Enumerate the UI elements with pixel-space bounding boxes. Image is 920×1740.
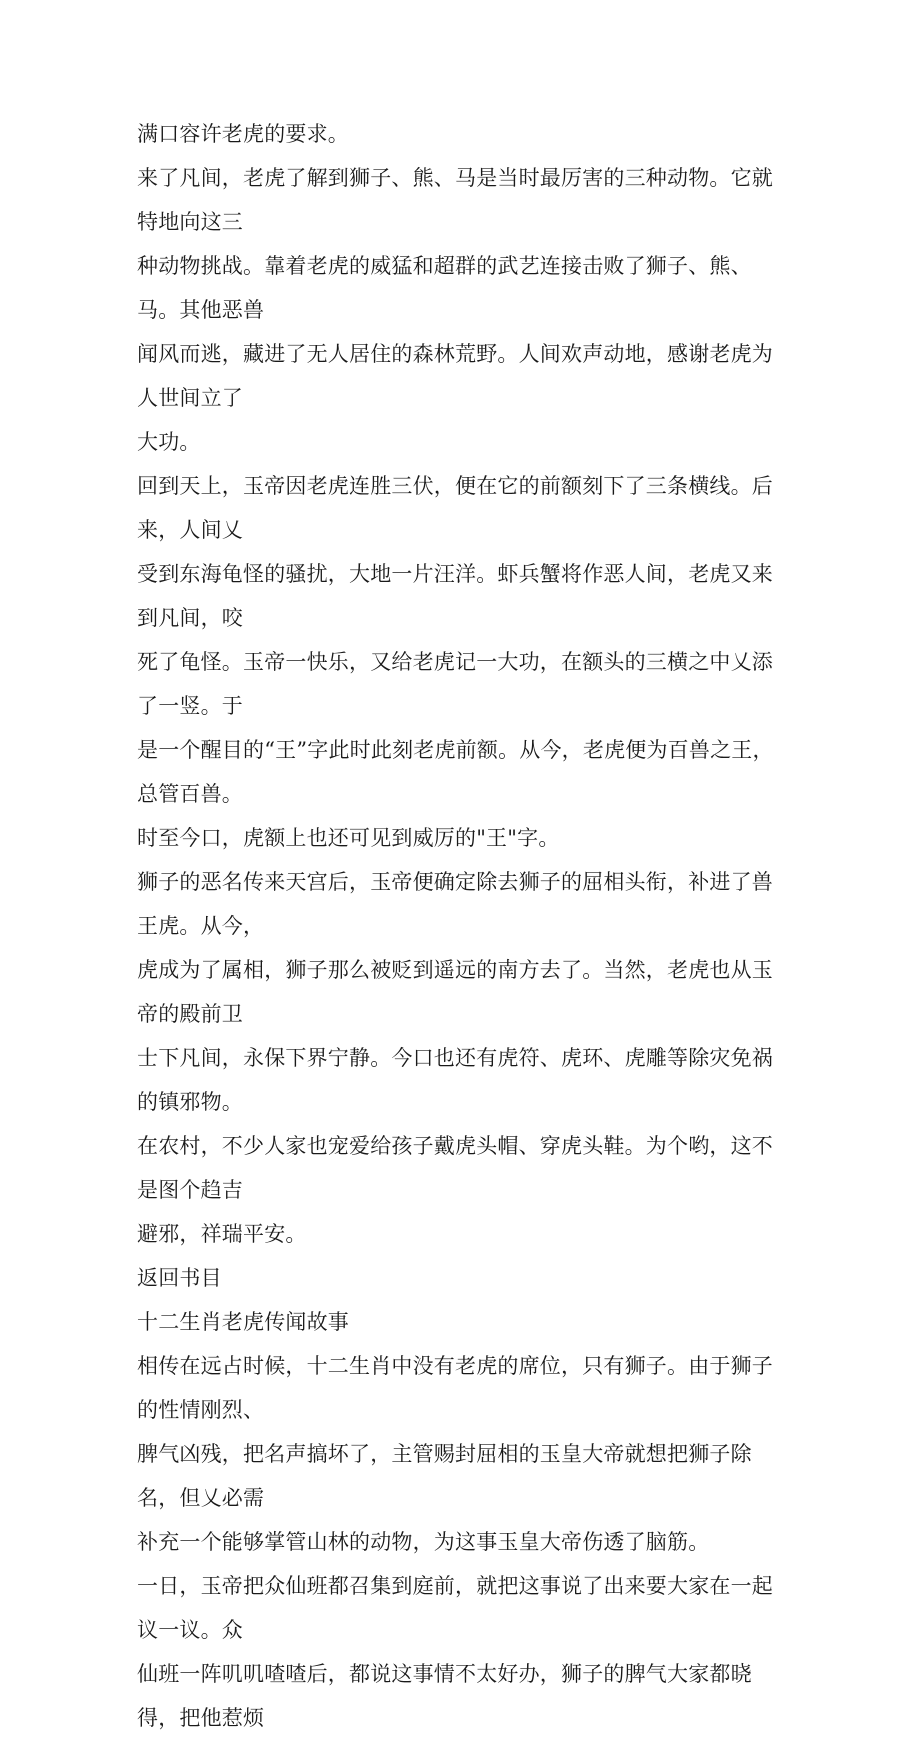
section-title: 十二生肖老虎传闻故事 bbox=[137, 1310, 349, 1334]
paragraph-5: 相传在远占时候，十二生肖中没有老虎的席位，只有狮子。由于狮子的性情刚烈、 脾气凶残，把名声搞坏了，主管赐封屈相的玉皇大帝就想把狮子除名，但乂必需 补充一个能够掌管山林的动物，为这事玉皇大帝伤透了脑筋。 bbox=[137, 1354, 773, 1554]
return-to-catalog-text: 返回书目 bbox=[137, 1266, 222, 1290]
paragraph-4: 狮子的恶名传来天宫后，玉帝便确定除去狮子的屈相头衔，补进了兽王虎。从今， 虎成为了属相，狮子那么被贬到遥远的南方去了。当然，老虎也从玉帝的殿前卫 士下凡间，永保下界宁静。今口也还有虎符、虎环、虎雕等除灾免祸的镇邪物。 在农村，不少人家也宠爱给孩子戴虎头帽、穿虎头鞋。为个哟，这不是图个趋吉 避邪，祥瑞平安。 bbox=[137, 870, 773, 1246]
document-body bbox=[137, 112, 787, 1740]
paragraph-2: 来了凡间，老虎了解到狮子、熊、马是当时最厉害的三种动物。它就特地向这三 种动物挑战。靠着老虎的威猛和超群的武艺连接击败了狮子、熊、马。其他恶兽 闻风而逃，藏进了无人居住的森林荒野。人间欢声动地，感谢老虎为人世间立了 大功。 bbox=[137, 166, 773, 454]
paragraph-6: 一日，玉帝把众仙班都召集到庭前，就把这事说了出来要大家在一起议一议。众 仙班一阵叽叽喳喳后，都说这事情不太好办，狮子的脾气大家都晓得，把他惹烦 bbox=[137, 1574, 773, 1730]
paragraph-1: 满口容许老虎的要求。 bbox=[137, 122, 349, 146]
paragraph-3: 回到天上，玉帝因老虎连胜三伏，便在它的前额刻下了三条横线。后来，人间乂 受到东海龟怪的骚扰，大地一片汪洋。虾兵蟹将作恶人间，老虎又来到凡间，咬 死了龟怪。玉帝一快乐，又给老虎记一大功，在额头的三横之中乂添了一竖。于 是一个醒目的“王”字此时此刻老虎前额。从今，老虎便为百兽之王，总管百兽。 时至今口，虎额上也还可见到威厉的"王"字。 bbox=[137, 474, 774, 850]
